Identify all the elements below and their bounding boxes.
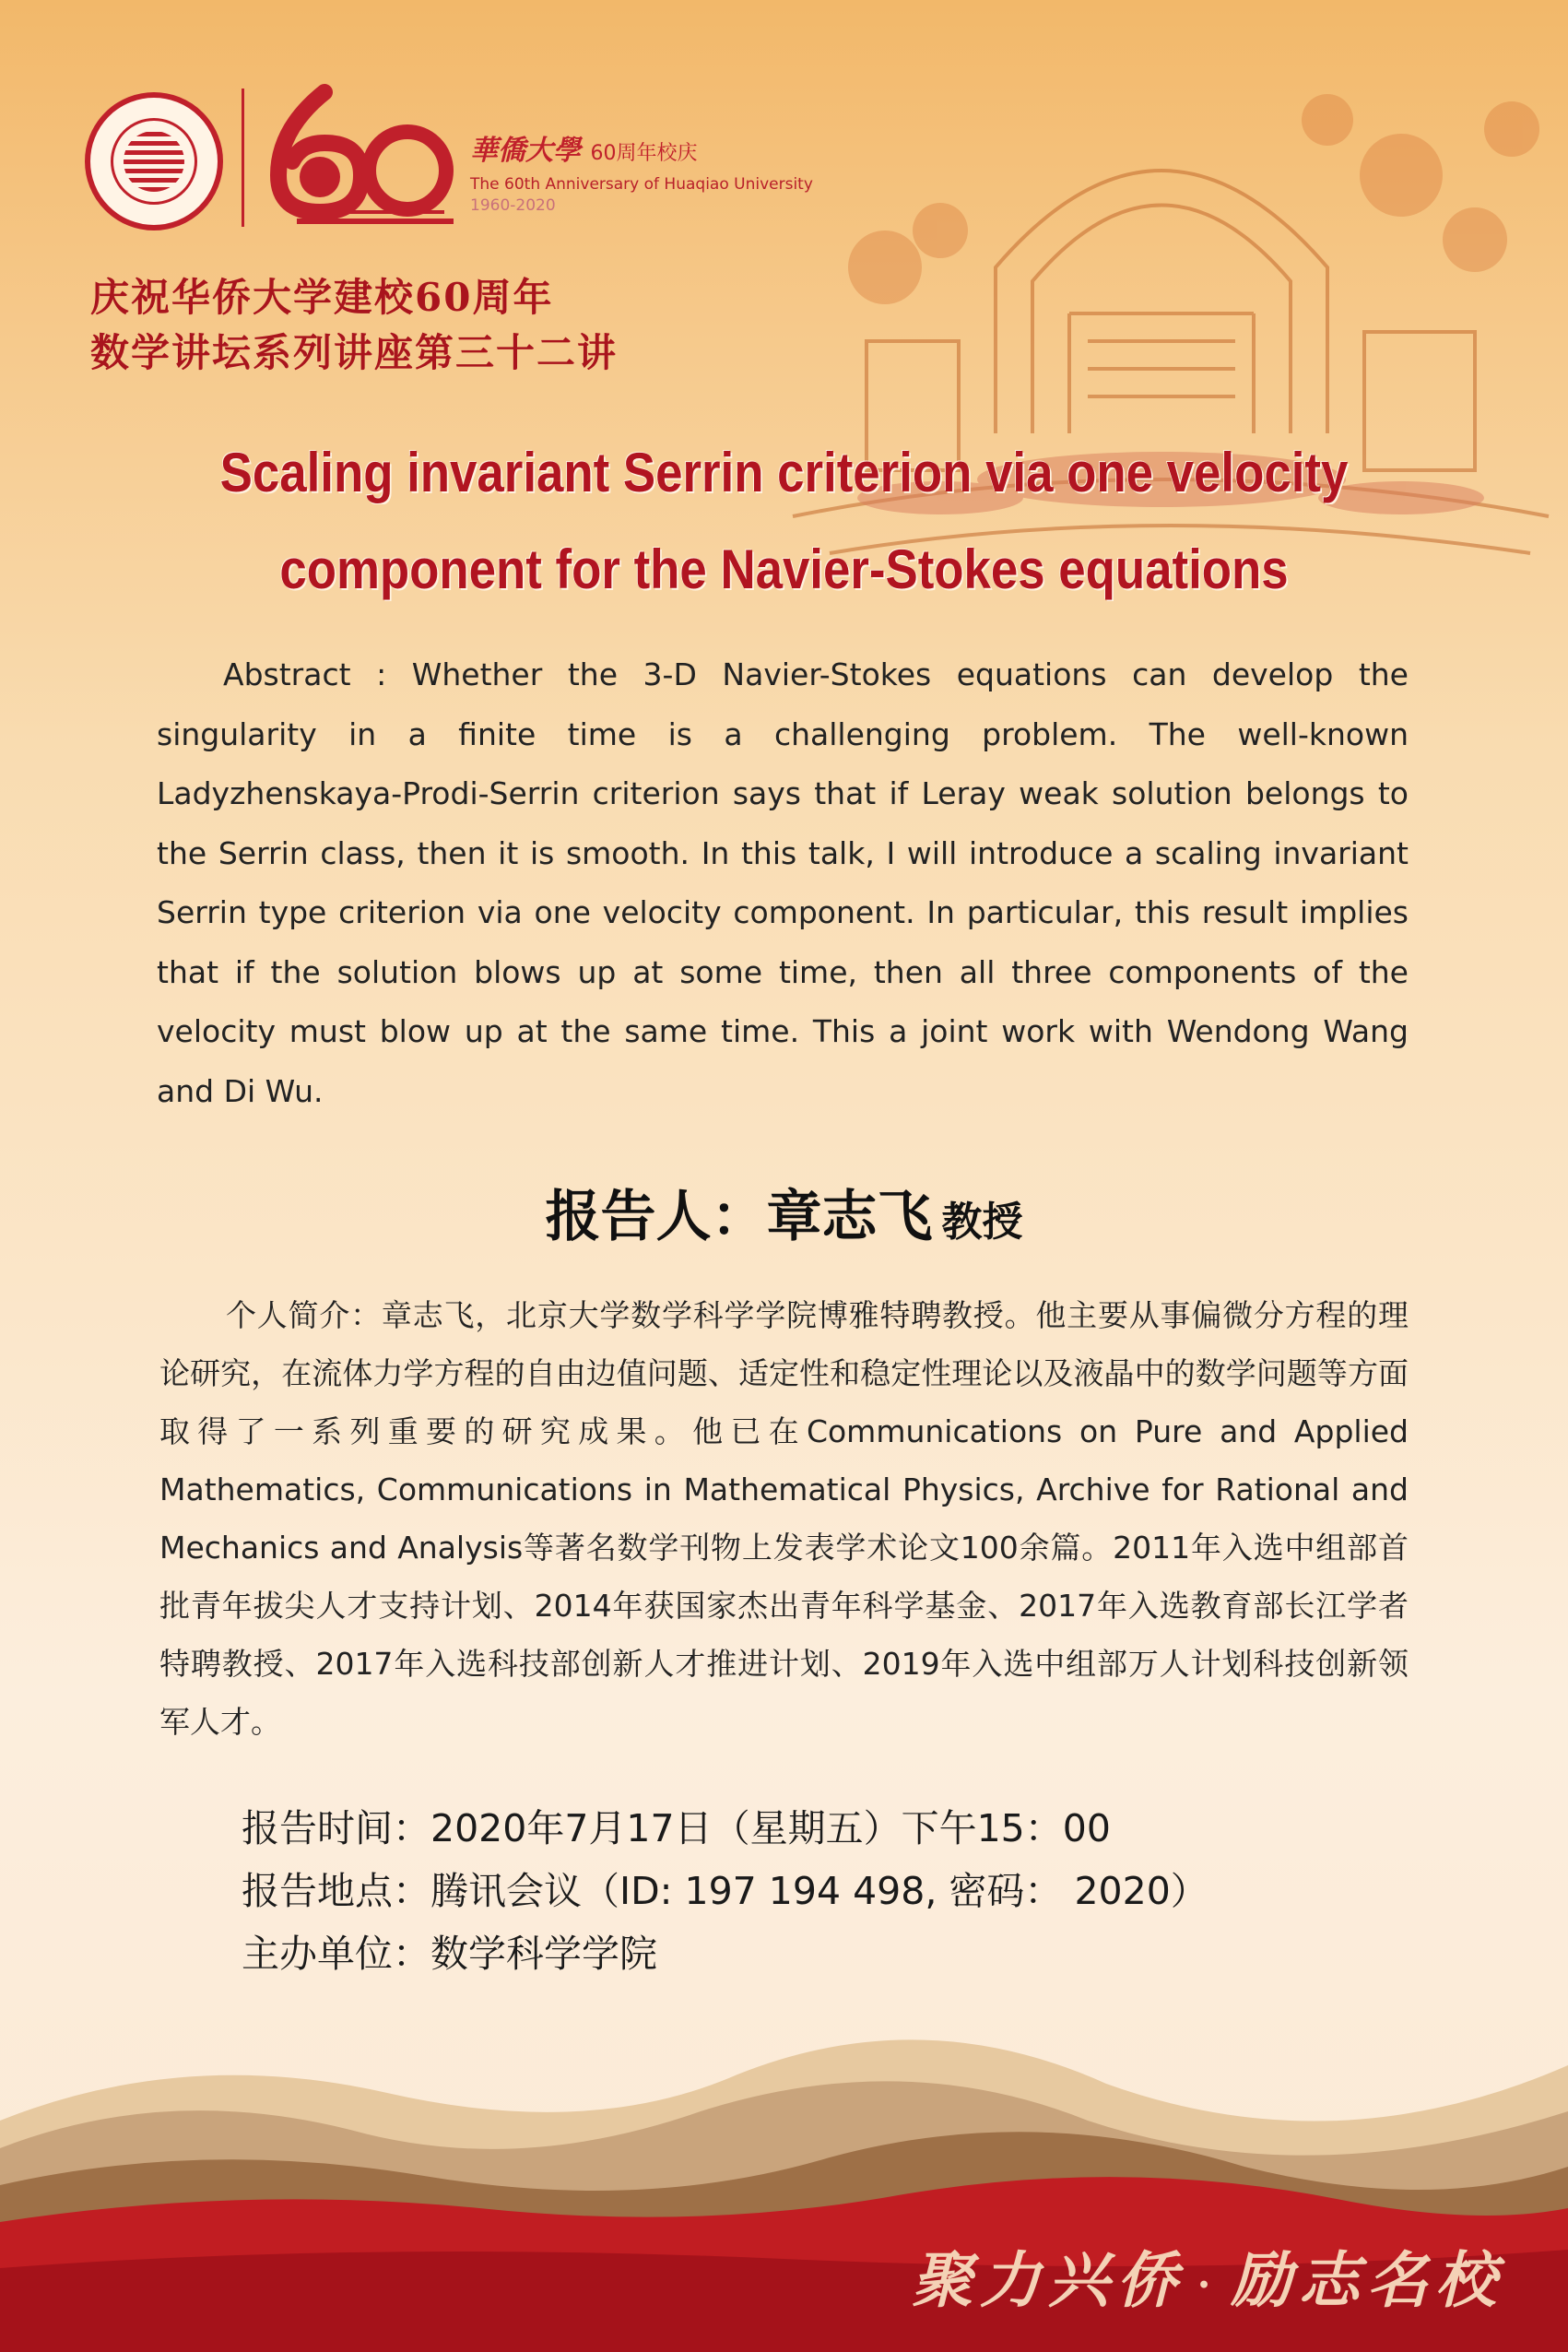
slogan-right: 励志名校 bbox=[1231, 2244, 1503, 2316]
talk-title-line2: component for the Navier-Stokes equations bbox=[279, 538, 1289, 600]
university-seal-logo bbox=[85, 92, 223, 230]
anniversary-english: The 60th Anniversary of Huaqiao University bbox=[470, 175, 813, 194]
lecture-series-heading: 数学讲坛系列讲座第三十二讲 bbox=[90, 330, 619, 375]
campus-gate-illustration bbox=[756, 37, 1567, 609]
talk-location: 报告地点：腾讯会议（ID: 197 194 498, 密码： 2020） bbox=[242, 1869, 1208, 1913]
logo-divider bbox=[242, 89, 244, 227]
anniversary-label: 60周年校庆 bbox=[590, 142, 698, 165]
anniversary-university-name: 華僑大學 bbox=[470, 135, 581, 167]
slogan-separator: • bbox=[1197, 2274, 1218, 2298]
talk-title-line1: Scaling invariant Serrin criterion via one velocity bbox=[219, 442, 1349, 503]
slogan-left: 聚力兴侨 bbox=[911, 2244, 1185, 2316]
speaker-bio: 个人简介：章志飞，北京大学数学科学学院博雅特聘教授。他主要从事偏微分方程的理论研究，在流体力学方程的自由边值问题、适定性和稳定性理论以及液晶中的数学问题等方面取得了一系列重要的研究成果。他已在Communications on Pure and Applied Mathematics, Communications in Mathematical Physics, Archive for Rational and Mechanics and Analysis等著名数学刊物上发表学术论文100余篇。2011年入选中组部首批青年拔尖人才支持计划、2014年获国家杰出青年科学基金、2017年入选教育部长江学者特聘教授、2017年入选科技部创新人才推进计划、2019年入选中组部万人计划科技创新领军人才。 bbox=[159, 1297, 1409, 1740]
abstract-paragraph: Abstract : Whether the 3-D Navier-Stokes equations can develop the singularity in a finite time is a challenging problem. The well-known Ladyzhenskaya-Prodi-Serrin criterion says that if Leray weak solution belongs to the Serrin class, then it is smooth. In this talk, I will introduce a scaling invariant Serrin type criterion via one velocity component. In particular, this result implies that if the solution blows up at some time, then all three components of the velocity must blow up at the same time. This a joint work with Wendong Wang and Di Wu. bbox=[157, 656, 1409, 1109]
celebration-heading: 庆祝华侨大学建校60周年 bbox=[90, 275, 554, 320]
footer-slogan bbox=[912, 2231, 1503, 2319]
sixty-anniversary-logo bbox=[260, 74, 463, 230]
talk-time: 报告时间：2020年7月17日（星期五）下午15：00 bbox=[242, 1806, 1111, 1850]
speaker-title: 教授 bbox=[941, 1199, 1023, 1246]
speaker-name: 报告人：章志飞 bbox=[545, 1185, 933, 1249]
anniversary-years: 1960-2020 bbox=[470, 196, 556, 215]
anniversary-title bbox=[470, 127, 697, 168]
talk-host: 主办单位：数学科学学院 bbox=[242, 1932, 657, 1976]
speaker-heading bbox=[0, 1173, 1568, 1252]
